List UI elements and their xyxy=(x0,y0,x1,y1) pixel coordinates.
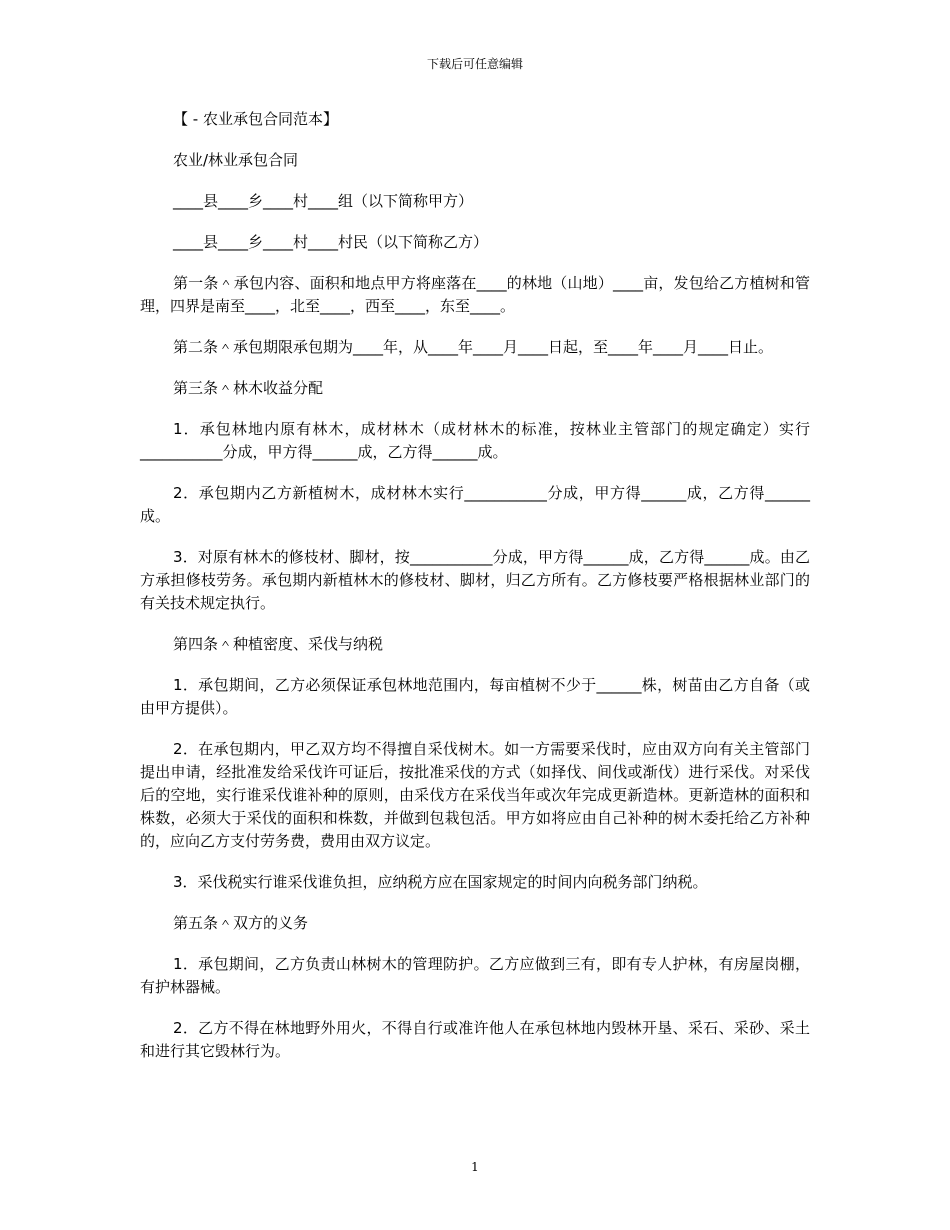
article-3-clause-1: 1．承包林地内原有林木，成材林木（成材林木的标准，按林业主管部门的规定确定）实行___________分成，甲方得______成，乙方得______成。 xyxy=(140,420,810,461)
document-title: 【 - 农业承包合同范本】 xyxy=(173,110,338,128)
article-4-heading: 第四条＾种植密度、采伐与纳税 xyxy=(173,635,384,653)
article-3-clause-3: 3．对原有林木的修枝材、脚材，按___________分成，甲方得______成，乙方得______成。由乙方承担修枝劳务。承包期内新植林木的修枝材、脚材，归乙方所有。乙方修枝要严格根据林业部门的有关技术规定执行。 xyxy=(140,548,810,612)
article-5-heading: 第五条＾双方的义务 xyxy=(173,914,309,932)
party-b-line: ____县____乡____村____村民（以下简称乙方） xyxy=(173,233,489,251)
article-5-clause-2: 2．乙方不得在林地野外用火，不得自行或准许他人在承包林地内毁林开垦、采石、采砂、采土和进行其它毁林行为。 xyxy=(140,1019,810,1060)
article-4-clause-2: 2．在承包期内，甲乙双方均不得擅自采伐树木。如一方需要采伐时，应由双方向有关主管部门提出申请，经批准发给采伐许可证后，按批准采伐的方式（如择伐、间伐或渐伐）进行采伐。对采伐后的空地，实行谁采伐谁补种的原则，由采伐方在采伐当年或次年完成更新造林。更新造林的面积和株数，必须大于采伐的面积和株数，并做到包栽包活。甲方如将应由自己补种的树木委托给乙方补种的，应向乙方支付劳务费，费用由双方议定。 xyxy=(140,740,810,850)
article-5-clause-1: 1．承包期间，乙方负责山林树木的管理防护。乙方应做到三有，即有专人护林，有房屋岗棚，有护林器械。 xyxy=(140,955,810,996)
article-4-clause-3: 3．采伐税实行谁采伐谁负担，应纳税方应在国家规定的时间内向税务部门纳税。 xyxy=(173,873,708,891)
article-4-clause-1: 1．承包期间，乙方必须保证承包林地范围内，每亩植树不少于______株，树苗由乙方自备（或由甲方提供）。 xyxy=(140,676,810,717)
article-2: 第二条＾承包期限承包期为____年，从____年____月____日起，至____年____月____日止。 xyxy=(173,338,774,356)
download-note: 下载后可任意编辑 xyxy=(426,57,523,71)
page-number: 1 xyxy=(471,1160,479,1174)
contract-body xyxy=(140,108,810,1063)
article-1: 第一条＾承包内容、面积和地点甲方将座落在____的林地（山地）____亩，发包给乙方植树和管理，四界是南至____，北至____，西至____，东至____。 xyxy=(140,274,810,315)
article-3-clause-2: 2．承包期内乙方新植树木，成材林木实行___________分成，甲方得______成，乙方得______成。 xyxy=(140,484,810,525)
party-a-line: ____县____乡____村____组（以下简称甲方） xyxy=(173,192,474,210)
contract-title: 农业/林业承包合同 xyxy=(173,151,299,169)
article-3-heading: 第三条＾林木收益分配 xyxy=(173,379,324,397)
